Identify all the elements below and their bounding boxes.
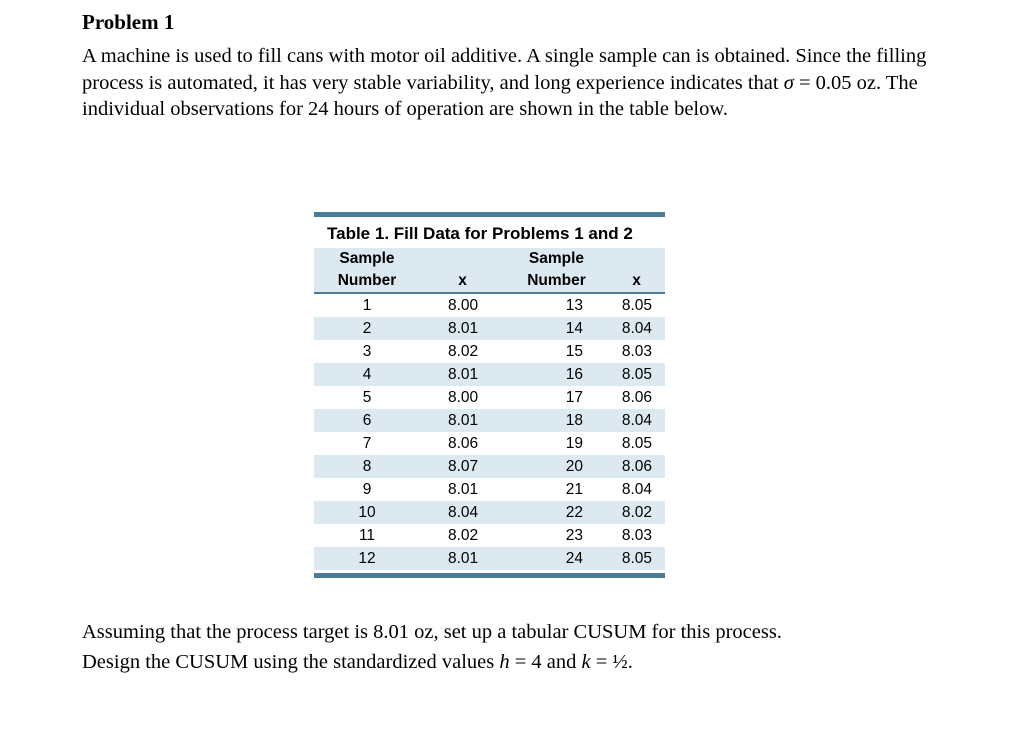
table-row [314,363,665,386]
sigma-value: = 0.05 oz. [793,71,882,94]
x-value-cell: 8.00 [448,297,479,314]
x-value-cell: 8.01 [420,409,505,432]
sample-number-cell: 2 [314,317,420,340]
sample-number-cell: 21 [565,481,583,498]
header-row-1 [314,248,665,270]
table-row [314,293,665,317]
fill-data-table [314,212,665,578]
x-value-cell: 8.00 [448,389,479,406]
k-value: = ½. [590,651,633,673]
sample-number-cell: 22 [505,501,608,524]
sample-number-cell: 11 [358,527,376,544]
k-symbol: k [581,651,591,673]
x-value-cell: 8.07 [420,455,505,478]
problem-intro [82,43,982,123]
h-symbol: h [499,651,510,673]
header-blank-right [608,248,665,270]
header-x-right: x [608,270,665,293]
sample-number-cell: 3 [362,343,372,360]
sample-number-cell: 19 [565,435,583,452]
x-value-cell: 8.04 [608,317,665,340]
header-sample-left: Sample [314,248,420,270]
table-row [314,455,665,478]
x-value-cell: 8.05 [608,363,665,386]
table-row [314,340,665,363]
sample-number-cell: 6 [314,409,420,432]
sample-number-cell: 8 [314,455,420,478]
intro-text-part1: A machine is used to fill cans with motor oil additive. A single sample can is obtained. Since the filling process is automated, it has very stable variability, and long experience indicates that [82,45,927,94]
sample-number-cell: 16 [505,363,608,386]
header-blank-left [420,248,505,270]
sample-number-cell: 4 [314,363,420,386]
x-value-cell: 8.05 [608,547,665,570]
x-value-cell: 8.04 [621,481,652,498]
table-bottom-rule [314,573,665,578]
header-x-left: x [420,270,505,293]
problem-instructions [82,617,982,677]
table-row [314,547,665,570]
table-row [314,432,665,455]
x-value-cell: 8.05 [621,435,652,452]
table-row [314,478,665,501]
x-value-cell: 8.03 [621,527,652,544]
sample-number-cell: 15 [565,343,583,360]
sample-number-cell: 10 [314,501,420,524]
x-value-cell: 8.02 [448,343,479,360]
sample-number-cell: 18 [505,409,608,432]
sample-number-cell: 20 [505,455,608,478]
table-caption: Table 1. Fill Data for Problems 1 and 2 [327,224,633,243]
sample-number-cell: 1 [362,297,372,314]
x-value-cell: 8.06 [621,389,652,406]
problem-heading: Problem 1 [82,10,175,34]
sample-number-cell: 7 [362,435,372,452]
x-value-cell: 8.04 [420,501,505,524]
header-sample-right: Sample [505,248,608,270]
instructions-line1: Assuming that the process target is 8.01 oz, set up a tabular CUSUM for this process. [82,621,782,643]
sample-number-cell: 23 [565,527,583,544]
table-body [314,293,665,570]
x-value-cell: 8.02 [608,501,665,524]
sample-number-cell: 5 [362,389,372,406]
instructions-line2-text: Design the CUSUM using the standardized values [82,651,500,673]
x-value-cell: 8.02 [448,527,479,544]
x-value-cell: 8.04 [608,409,665,432]
sample-number-cell: 12 [314,547,420,570]
data-grid [314,248,665,570]
header-row-2 [314,270,665,293]
header-number-left: Number [314,270,420,293]
sample-number-cell: 17 [565,389,583,406]
table-row [314,386,665,409]
x-value-cell: 8.01 [420,547,505,570]
x-value-cell: 8.03 [621,343,652,360]
x-value-cell: 8.06 [608,455,665,478]
header-number-right: Number [505,270,608,293]
table-row [314,501,665,524]
sample-number-cell: 13 [565,297,583,314]
sample-number-cell: 14 [505,317,608,340]
table-row [314,317,665,340]
x-value-cell: 8.05 [621,297,652,314]
table-row [314,409,665,432]
x-value-cell: 8.01 [420,363,505,386]
sample-number-cell: 24 [505,547,608,570]
intro-text-part2: The individual observations for 24 hours of operation are shown in the table below. [82,71,918,120]
sigma-symbol: σ [783,71,794,94]
sample-number-cell: 9 [362,481,372,498]
x-value-cell: 8.01 [448,481,479,498]
x-value-cell: 8.06 [448,435,479,452]
h-value: = 4 and [509,651,582,673]
table-row [314,524,665,547]
x-value-cell: 8.01 [420,317,505,340]
